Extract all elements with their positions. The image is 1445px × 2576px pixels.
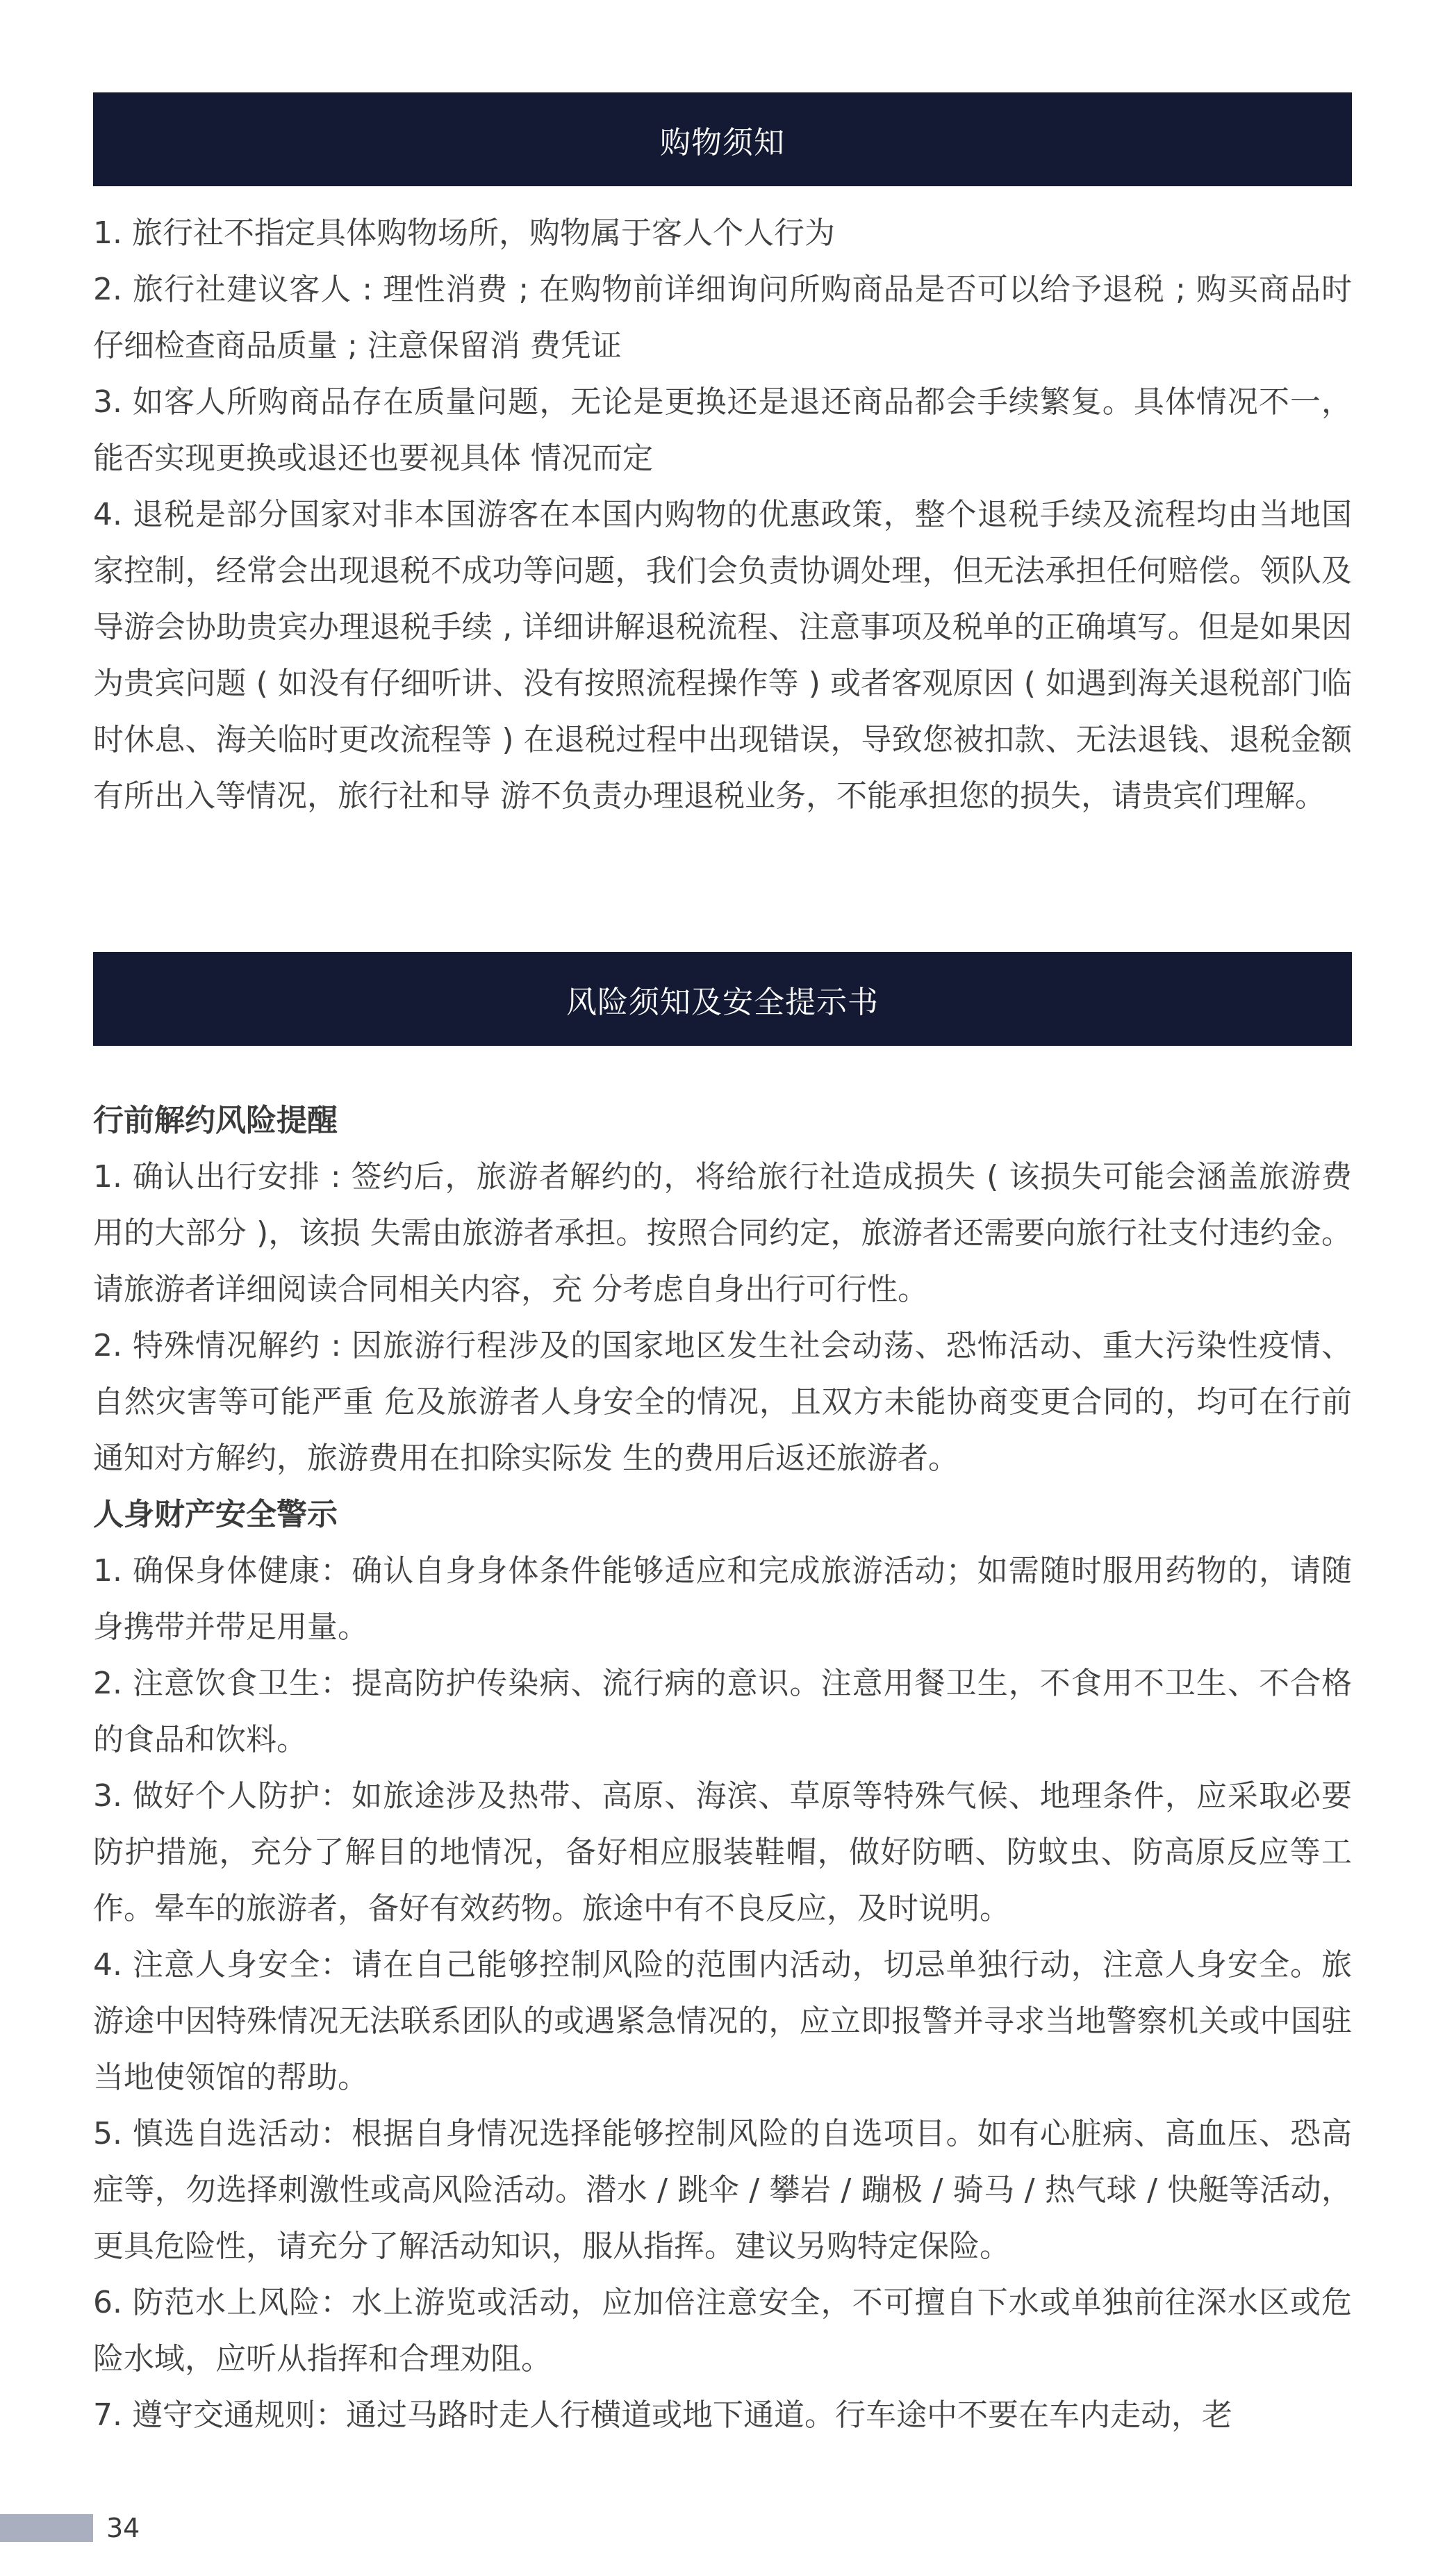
cancellation-item: 1. 确认出行安排 : 签约后，旅游者解约的，将给旅行社造成损失 ( 该损失可能会涵盖旅游费用的大部分 )，该损 失需由旅游者承担。按照合同约定，旅游者还需要向旅行社支付违约金。请旅游者详细阅读合同相关内容，充 分考虑自身出行可行性。 bbox=[93, 1159, 1352, 1307]
personal-safety-heading: 人身财产安全警示 bbox=[93, 1497, 338, 1532]
cancellation-item: 2. 特殊情况解约 : 因旅游行程涉及的国家地区发生社会动荡、恐怖活动、重大污染性疫情、自然灾害等可能严重 危及旅游者人身安全的情况，且双方未能协商变更合同的，均可在行前通知对方解约，旅游费用在扣除实际发 生的费用后返还旅游者。 bbox=[93, 1328, 1352, 1476]
safety-item: 4. 注意人身安全：请在自己能够控制风险的范围内活动，切忌单独行动，注意人身安全。旅游途中因特殊情况无法联系团队的或遇紧急情况的，应立即报警并寻求当地警察机关或中国驻当地使领馆的帮助。 bbox=[93, 1947, 1352, 2095]
safety-item: 1. 确保身体健康：确认自身身体条件能够适应和完成旅游活动；如需随时服用药物的，请随身携带并带足用量。 bbox=[93, 1553, 1352, 1645]
risk-notice-header bbox=[93, 952, 1352, 1046]
shopping-notice-header bbox=[93, 92, 1352, 186]
shopping-notice-body bbox=[93, 205, 1352, 824]
safety-item: 3. 做好个人防护：如旅途涉及热带、高原、海滨、草原等特殊气候、地理条件，应采取必要防护措施，充分了解目的地情况，备好相应服装鞋帽，做好防晒、防蚊虫、防高原反应等工作。晕车的旅游者，备好有效药物。旅途中有不良反应，及时说明。 bbox=[93, 1778, 1352, 1926]
safety-item: 6. 防范水上风险：水上游览或活动，应加倍注意安全，不可擅自下水或单独前往深水区或危险水域，应听从指挥和合理劝阻。 bbox=[93, 2285, 1352, 2377]
safety-item: 5. 慎选自选活动：根据自身情况选择能够控制风险的自选项目。如有心脏病、高血压、恐高症等，勿选择刺激性或高风险活动。潜水 / 跳伞 / 攀岩 / 蹦极 / 骑马 / 热气球 / 快艇等活动，更具危险性，请充分了解活动知识，服从指挥。建议另购特定保险。 bbox=[93, 2116, 1352, 2264]
safety-item: 2. 注意饮食卫生：提高防护传染病、流行病的意识。注意用餐卫生，不食用不卫生、不合格的食品和饮料。 bbox=[93, 1666, 1352, 1757]
cancellation-risk-heading: 行前解约风险提醒 bbox=[93, 1103, 338, 1138]
shopping-item: 4. 退税是部分国家对非本国游客在本国内购物的优惠政策，整个退税手续及流程均由当地国家控制，经常会出现退税不成功等问题，我们会负责协调处理，但无法承担任何赔偿。领队及导游会协助贵宾办理退税手续 , 详细讲解退税流程、注意事项及税单的正确填写。但是如果因为贵宾问题 ( 如没有仔细听讲、没有按照流程操作等 ) 或者客观原因 ( 如遇到海关退税部门临 时休息、海关临时更改流程等 ) 在退税过程中出现错误，导致您被扣款、无法退钱、退税金额有所出入等情况，旅行社和导 游不负责办理退税业务，不能承担您的损失，请贵宾们理解。 bbox=[93, 497, 1352, 814]
shopping-item: 2. 旅行社建议客人 : 理性消费 ; 在购物前详细询问所购商品是否可以给予退税 ; 购买商品时仔细检查商品质量 ; 注意保留消 费凭证 bbox=[93, 272, 1352, 363]
risk-notice-title: 风险须知及安全提示书 bbox=[566, 984, 879, 1020]
page-number: 34 bbox=[106, 2513, 140, 2543]
risk-notice-body bbox=[93, 1092, 1352, 2443]
footer-accent-bar bbox=[0, 2514, 93, 2542]
safety-item: 7. 遵守交通规则：通过马路时走人行横道或地下通道。行车途中不要在车内走动，老 bbox=[93, 2397, 1232, 2433]
shopping-item: 3. 如客人所购商品存在质量问题，无论是更换还是退还商品都会手续繁复。具体情况不一，能否实现更换或退还也要视具体 情况而定 bbox=[93, 384, 1352, 476]
shopping-notice-title: 购物须知 bbox=[660, 124, 785, 161]
shopping-item: 1. 旅行社不指定具体购物场所，购物属于客人个人行为 bbox=[93, 215, 835, 251]
